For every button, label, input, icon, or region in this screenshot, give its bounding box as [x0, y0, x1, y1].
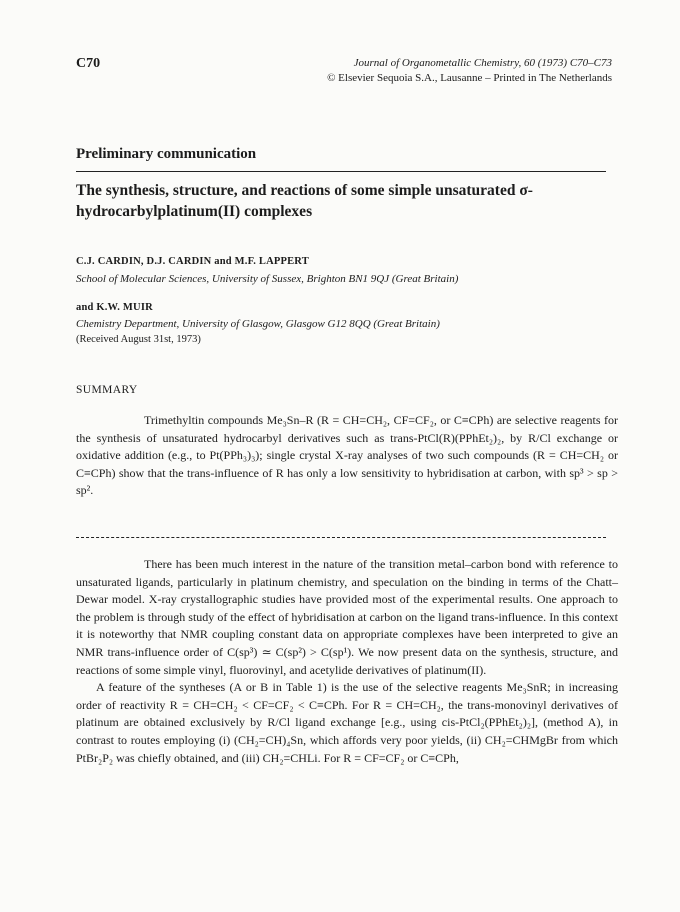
summary-heading: SUMMARY: [76, 384, 138, 396]
journal-citation: Journal of Organometallic Chemistry, 60 (1973) C70–C73: [353, 57, 612, 69]
article-title: The synthesis, structure, and reactions of some simple unsaturated σ-hydrocarbylplatinum(II) complexes: [76, 182, 533, 220]
authors-glasgow: and K.W. MUIR: [76, 302, 153, 313]
body-paragraph-2: A feature of the syntheses (A or B in Table 1) is the use of the selective reagents Me₃SnR; in increasing order of reactivity R = CH=CH₂ < CF=CF₂ < C≡CPh. For R = CH=CH₂, the trans-monovinyl derivatives of platinum are obtained exclusively by R/Cl ligand exchange [e.g., using cis-PtCl₂(PPhEt₂)₂], (method A), in contrast to routes employing (i) (CH₂=CH)₄Sn, which affords very poor yields, (ii) CH₂=CHMgBr from which PtBr₂P₂ was chiefly obtained, and (iii) CH₂=CHLi. For R = CF=CF₂ or C≡CPh,: [76, 680, 618, 765]
affiliation-glasgow: Chemistry Department, University of Glasgow, Glasgow G12 8QQ (Great Britain): [76, 318, 440, 330]
authors-sussex: C.J. CARDIN, D.J. CARDIN and M.F. LAPPERT: [76, 256, 309, 267]
summary-block: [76, 412, 618, 500]
page-number: C70: [76, 56, 101, 71]
publisher-line: © Elsevier Sequoia S.A., Lausanne – Printed in The Netherlands: [327, 72, 612, 84]
journal-header: [327, 56, 612, 86]
divider-top: [76, 171, 606, 172]
body-text: [76, 556, 618, 767]
section-label: Preliminary communication: [76, 146, 257, 162]
received-date: (Received August 31st, 1973): [76, 334, 201, 345]
body-paragraph-1: There has been much interest in the nature of the transition metal–carbon bond with reference to unsaturated ligands, particularly in platinum chemistry, and speculation on the binding in terms of the Chatt–Dewar model. X-ray crystallographic studies have provided most of the experimental results. One approach to the problem is through study of the effect of hybridisation at carbon on the ligand trans-influence. In this context it is noteworthy that NMR coupling constant data on appropriate complexes have been interpreted to give an NMR trans-influence order of C(sp³) ≃ C(sp²) > C(sp¹). We now present data on the synthesis, structure, and reactions of some simple vinyl, fluorovinyl, and acetylide derivatives of platinum(II).: [76, 557, 618, 677]
summary-text: Trimethyltin compounds Me₃Sn–R (R = CH=CH₂, CF=CF₂, or C≡CPh) are selective reagents for the synthesis of unsaturated hydrocarbyl derivatives such as trans-PtCl(R)(PPhEt₂)₂, by R/Cl exchange or oxidative addition (e.g., to Pt(PPh₃)₃); single crystal X-ray analyses of two such compounds (R = CH=CH₂ or C≡CPh) show that the trans-influence of R has only a low sensitivity to hybridisation at carbon, with sp³ > sp > sp².: [76, 413, 618, 498]
divider-summary: [76, 537, 606, 538]
affiliation-sussex: School of Molecular Sciences, University of Sussex, Brighton BN1 9QJ (Great Britain): [76, 273, 459, 285]
